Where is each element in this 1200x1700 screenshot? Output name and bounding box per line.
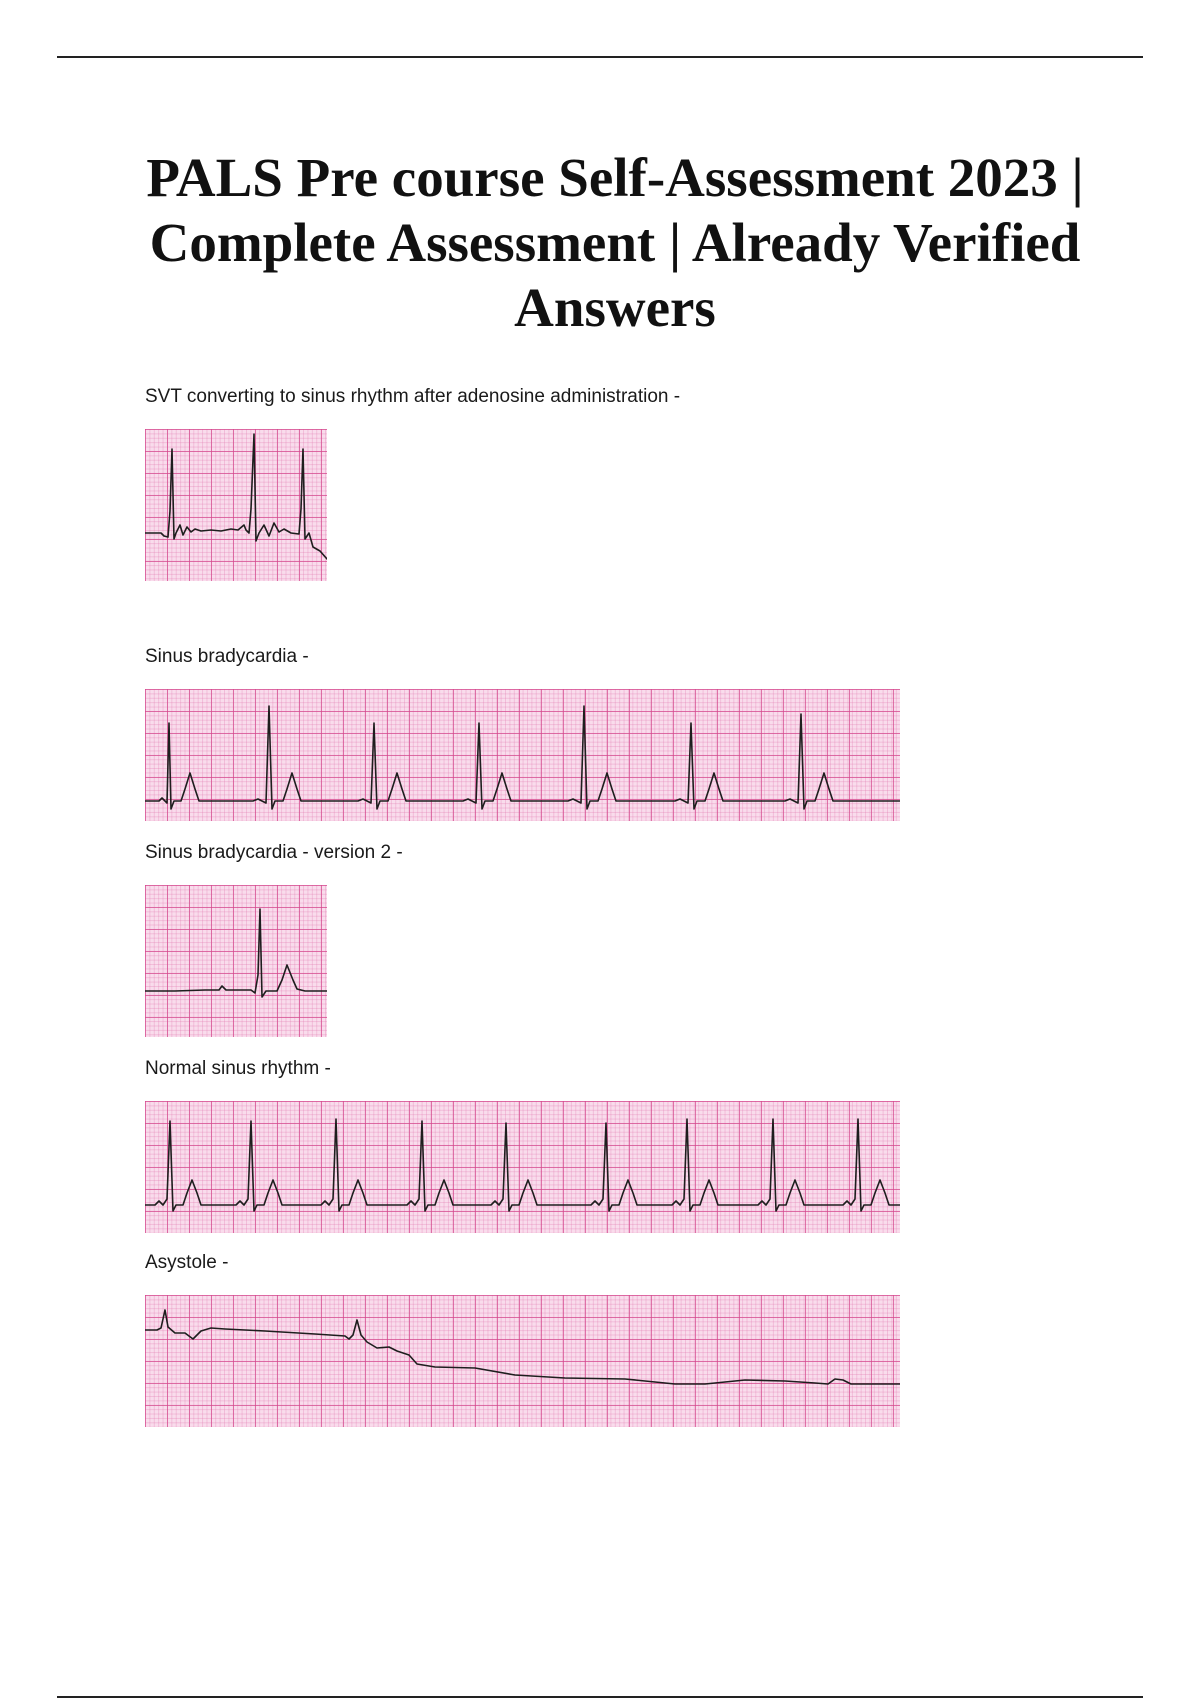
ecg-trace-sinus-bradycardia-v2: [145, 885, 327, 1037]
rhythm-label-sinus-bradycardia: Sinus bradycardia -: [145, 646, 309, 667]
rhythm-label-sinus-bradycardia-v2: Sinus bradycardia - version 2 -: [145, 842, 403, 863]
ecg-strip-normal-sinus-rhythm: [145, 1101, 900, 1233]
rhythm-label-svt: SVT converting to sinus rhythm after adenosine administration -: [145, 386, 681, 407]
bottom-rule: [57, 1696, 1143, 1698]
ecg-trace-normal-sinus-rhythm: [145, 1101, 900, 1233]
rhythm-label-normal-sinus-rhythm: Normal sinus rhythm -: [145, 1058, 331, 1079]
rhythm-label-asystole: Asystole -: [145, 1252, 229, 1273]
ecg-strip-sinus-bradycardia-v2: [145, 885, 327, 1037]
ecg-strip-sinus-bradycardia: [145, 689, 900, 821]
ecg-strip-svt: [145, 429, 327, 581]
ecg-trace-sinus-bradycardia: [145, 689, 900, 821]
ecg-strip-asystole: [145, 1295, 900, 1427]
ecg-trace-svt: [145, 429, 327, 581]
top-rule: [57, 56, 1143, 58]
document-title: PALS Pre course Self-Assessment 2023 | Complete Assessment | Already Verified Answers: [146, 147, 1084, 338]
ecg-trace-asystole: [145, 1295, 900, 1427]
